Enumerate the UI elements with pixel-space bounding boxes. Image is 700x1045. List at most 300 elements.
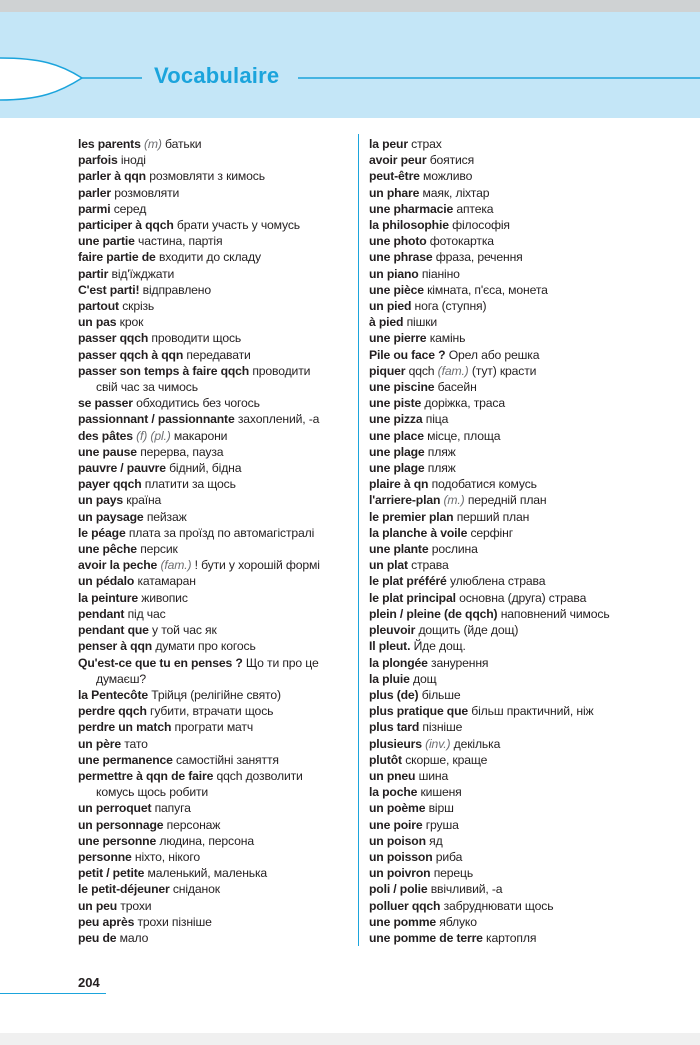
vocab-headword: un plat bbox=[369, 558, 408, 573]
vocab-entry bbox=[78, 622, 350, 638]
vocab-translation: подобатися комусь bbox=[431, 477, 537, 492]
vocab-translation: відправлено bbox=[142, 282, 212, 297]
vocab-headword: une pièce bbox=[369, 282, 424, 297]
vocab-headword: la philosophie bbox=[369, 218, 449, 233]
vocab-headword: parler bbox=[78, 185, 111, 200]
vocab-headword: peut-être bbox=[369, 169, 420, 184]
vocab-headword: une pomme bbox=[369, 914, 437, 929]
vocab-headword: Pile ou face ? bbox=[369, 347, 446, 362]
vocab-entry bbox=[78, 914, 350, 930]
vocab-headword: passionnant / passionnante bbox=[78, 412, 235, 427]
vocab-translation: забруднювати щось bbox=[443, 898, 554, 913]
vocab-entry bbox=[78, 687, 350, 703]
bottom-strip bbox=[0, 1033, 700, 1045]
vocab-headword: une pharmacie bbox=[369, 201, 454, 216]
vocab-headword: perdre un match bbox=[78, 720, 172, 735]
vocab-entry bbox=[369, 914, 669, 930]
vocab-entry bbox=[369, 266, 669, 282]
vocab-entry bbox=[78, 233, 350, 249]
vocab-entry bbox=[78, 930, 350, 946]
vocab-entry bbox=[369, 606, 669, 622]
vocab-translation: піаніно bbox=[421, 266, 460, 281]
vocab-headword: un perroquet bbox=[78, 801, 152, 816]
vocab-headword: parmi bbox=[78, 201, 111, 216]
vocab-translation: більш практичний, ніж bbox=[471, 704, 594, 719]
vocab-entry bbox=[369, 590, 669, 606]
vocab-grammar-note: (f) (pl.) bbox=[136, 428, 171, 443]
vocab-entry bbox=[369, 719, 669, 735]
vocab-translation: папуга bbox=[154, 801, 191, 816]
page-number: 204 bbox=[78, 975, 100, 990]
vocab-grammar-note: (fam.) bbox=[160, 558, 192, 573]
vocab-entry bbox=[78, 541, 350, 557]
vocab-entry bbox=[369, 638, 669, 654]
vocab-entry bbox=[78, 330, 350, 346]
vocab-headword: un piano bbox=[369, 266, 419, 281]
vocab-entry bbox=[78, 557, 350, 573]
vocab-entry bbox=[369, 136, 669, 152]
vocab-entry bbox=[369, 557, 669, 573]
vocab-translation: брати участь у чомусь bbox=[176, 218, 300, 233]
vocab-translation: трохи пізніше bbox=[137, 914, 212, 929]
vocab-entry bbox=[369, 492, 669, 508]
vocab-entry bbox=[78, 573, 350, 589]
vocab-entry bbox=[78, 703, 350, 719]
vocab-headword: une pierre bbox=[369, 331, 427, 346]
vocab-translation: думати про когось bbox=[155, 639, 256, 654]
vocab-entry bbox=[78, 314, 350, 330]
vocab-translation: нога (ступня) bbox=[414, 299, 487, 314]
vocab-headword: plus tard bbox=[369, 720, 420, 735]
vocab-headword: une place bbox=[369, 428, 424, 443]
vocab-entry bbox=[78, 736, 350, 752]
vocab-translation: сніданок bbox=[172, 882, 220, 897]
vocab-translation: груша bbox=[425, 817, 459, 832]
vocab-translation: аптека bbox=[456, 201, 494, 216]
vocab-headword: un poison bbox=[369, 833, 426, 848]
vocab-entry bbox=[369, 217, 669, 233]
vocab-headword: un paysage bbox=[78, 509, 144, 524]
vocab-headword: passer son temps à faire qqch bbox=[78, 363, 250, 378]
vocab-entry bbox=[78, 444, 350, 460]
vocab-headword: une phrase bbox=[369, 250, 433, 265]
vocab-headword: un pédalo bbox=[78, 574, 135, 589]
vocab-entry bbox=[369, 573, 669, 589]
vocab-headword: penser à qqn bbox=[78, 639, 153, 654]
vocab-translation: розмовляти з кимось bbox=[149, 169, 265, 184]
vocab-entry bbox=[78, 249, 350, 265]
vocab-grammar-note: (inv.) bbox=[425, 736, 451, 751]
vocab-headword: une pause bbox=[78, 444, 137, 459]
vocab-entry bbox=[369, 541, 669, 557]
vocab-translation: Що ти про це bbox=[245, 655, 319, 670]
vocab-entry bbox=[369, 395, 669, 411]
vocab-headword: une partie bbox=[78, 234, 135, 249]
vocab-entry bbox=[78, 590, 350, 606]
vocab-entry bbox=[78, 411, 350, 427]
column-divider bbox=[358, 134, 359, 946]
vocab-translation: перерва, пауза bbox=[140, 444, 224, 459]
vocab-entry bbox=[369, 655, 669, 671]
vocab-entry bbox=[78, 525, 350, 541]
vocab-headword: la poche bbox=[369, 785, 418, 800]
vocab-entry bbox=[369, 525, 669, 541]
vocabulary-column-right bbox=[369, 136, 669, 946]
vocab-headword: un père bbox=[78, 736, 121, 751]
vocab-translation: батьки bbox=[165, 137, 202, 151]
vocab-entry bbox=[78, 185, 350, 201]
vocab-translation: дощить (йде дощ) bbox=[418, 623, 519, 638]
vocab-translation: програти матч bbox=[174, 720, 254, 735]
vocab-translation: шина bbox=[418, 768, 449, 783]
vocab-headword: un pied bbox=[369, 299, 412, 314]
vocab-translation: трохи bbox=[120, 898, 152, 913]
vocab-entry bbox=[369, 379, 669, 395]
vocab-headword: perdre qqch bbox=[78, 704, 147, 719]
vocab-headword: peu après bbox=[78, 914, 135, 929]
vocab-headword: partout bbox=[78, 299, 119, 314]
vocab-headword: plusieurs bbox=[369, 736, 422, 751]
vocab-translation: qqch дозволити bbox=[216, 768, 303, 783]
vocab-headword: une plante bbox=[369, 542, 429, 557]
vocab-headword: piquer bbox=[369, 363, 406, 378]
vocab-translation: дощ bbox=[413, 671, 437, 686]
vocab-headword: un personnage bbox=[78, 817, 164, 832]
vocab-entry bbox=[78, 800, 350, 816]
vocab-entry bbox=[78, 298, 350, 314]
vocab-headword: un pneu bbox=[369, 768, 416, 783]
vocab-translation: рослина bbox=[431, 542, 478, 557]
vocab-translation: пішки bbox=[406, 315, 438, 330]
vocab-entry bbox=[369, 768, 669, 784]
vocab-translation: басейн bbox=[437, 380, 477, 395]
vocab-translation: мало bbox=[119, 930, 149, 945]
vocab-entry bbox=[369, 784, 669, 800]
vocab-headword: une piste bbox=[369, 396, 422, 411]
vocab-translation: кімната, п'єса, монета bbox=[427, 282, 548, 297]
vocab-translation: боятися bbox=[429, 153, 475, 168]
vocab-headword: une photo bbox=[369, 234, 427, 249]
vocab-entry bbox=[369, 736, 669, 752]
vocab-translation: пізніше bbox=[422, 720, 463, 735]
vocab-translation: передній план bbox=[467, 493, 547, 508]
vocab-entry bbox=[369, 282, 669, 298]
vocab-translation: qqch bbox=[408, 363, 435, 378]
vocab-entry bbox=[78, 492, 350, 508]
vocab-entry bbox=[369, 833, 669, 849]
vocab-translation: наповнений чимось bbox=[500, 606, 610, 621]
vocab-headword: avoir peur bbox=[369, 153, 427, 168]
vocab-translation: пляж bbox=[427, 444, 456, 459]
vocab-headword: une pizza bbox=[369, 412, 423, 427]
vocab-translation: проводити щось bbox=[151, 331, 242, 346]
vocab-headword: le péage bbox=[78, 525, 126, 540]
vocab-headword: des pâtes bbox=[78, 428, 133, 443]
vocab-headword: un peu bbox=[78, 898, 118, 913]
vocab-headword: partir bbox=[78, 266, 109, 281]
vocab-headword: une poire bbox=[369, 817, 423, 832]
vocab-headword: pendant que bbox=[78, 623, 149, 638]
vocab-entry bbox=[78, 849, 350, 865]
vocab-entry bbox=[78, 201, 350, 217]
vocab-translation: проводити bbox=[252, 363, 311, 378]
vocab-entry bbox=[78, 509, 350, 525]
vocab-headword: polluer qqch bbox=[369, 898, 441, 913]
vocab-entry bbox=[78, 282, 350, 298]
vocab-entry bbox=[369, 363, 669, 379]
vocab-translation: перший план bbox=[456, 509, 530, 524]
vocab-translation: можливо bbox=[423, 169, 473, 184]
vocab-entry bbox=[369, 752, 669, 768]
vocab-headword: un phare bbox=[369, 185, 420, 200]
vocab-entry bbox=[369, 233, 669, 249]
vocab-translation: яд bbox=[429, 833, 443, 848]
vocab-entry bbox=[78, 817, 350, 833]
vocab-entry bbox=[369, 152, 669, 168]
vocab-translation: бідний, бідна bbox=[169, 461, 242, 476]
vocab-headword: C'est parti! bbox=[78, 282, 140, 297]
vocab-entry bbox=[369, 249, 669, 265]
vocab-translation: вірш bbox=[428, 801, 454, 816]
vocab-headword: se passer bbox=[78, 396, 133, 411]
vocab-translation: улюблена страва bbox=[449, 574, 546, 589]
vocab-headword: la planche à voile bbox=[369, 525, 468, 540]
vocab-headword: à pied bbox=[369, 315, 404, 330]
vocab-translation: страва bbox=[411, 558, 449, 573]
vocab-entry bbox=[78, 266, 350, 282]
vocab-entry bbox=[369, 800, 669, 816]
vocab-headword: un pas bbox=[78, 315, 117, 330]
vocab-continuation: комусь щось робити bbox=[96, 785, 209, 800]
vocab-translation: пейзаж bbox=[146, 509, 187, 524]
vocab-translation: кишеня bbox=[420, 785, 462, 800]
vocab-entry bbox=[369, 168, 669, 184]
vocab-headword: la peur bbox=[369, 137, 408, 151]
vocab-headword: plus pratique que bbox=[369, 704, 469, 719]
vocab-headword: l'arriere-plan bbox=[369, 493, 441, 508]
vocab-entry bbox=[78, 833, 350, 849]
vocab-headword: payer qqch bbox=[78, 477, 142, 492]
vocab-headword: le plat principal bbox=[369, 590, 456, 605]
vocab-headword: la plongée bbox=[369, 655, 428, 670]
vocab-entry bbox=[369, 817, 669, 833]
vocab-translation: фотокартка bbox=[429, 234, 494, 249]
vocab-translation: країна bbox=[126, 493, 162, 508]
vocab-translation: від'їжджати bbox=[111, 266, 175, 281]
vocab-translation: Орел або решка bbox=[448, 347, 540, 362]
vocab-translation: людина, персона bbox=[159, 833, 254, 848]
vocab-headword: pendant bbox=[78, 606, 125, 621]
vocab-entry bbox=[78, 671, 350, 687]
vocab-translation: Трійця (релігійне свято) bbox=[151, 687, 281, 702]
vocab-translation: ввічливий, -а bbox=[430, 882, 503, 897]
vocab-entry bbox=[369, 671, 669, 687]
vocab-translation: губити, втрачати щось bbox=[150, 704, 274, 719]
vocab-translation: передавати bbox=[186, 347, 251, 362]
vocab-translation: самостійні заняття bbox=[176, 752, 279, 767]
vocab-headword: un poivron bbox=[369, 866, 431, 881]
vocab-headword: plaire à qn bbox=[369, 477, 429, 492]
vocab-grammar-note: (fam.) bbox=[437, 363, 469, 378]
vocab-entry bbox=[78, 460, 350, 476]
vocab-entry bbox=[78, 784, 350, 800]
vocab-translation: персик bbox=[140, 542, 178, 557]
vocab-translation: катамаран bbox=[137, 574, 196, 589]
vocab-entry bbox=[369, 347, 669, 363]
vocab-entry bbox=[78, 217, 350, 233]
vocab-headword: faire partie de bbox=[78, 250, 156, 265]
vocab-translation: місце, площа bbox=[427, 428, 501, 443]
vocab-headword: Il pleut. bbox=[369, 639, 411, 654]
vocab-translation: пляж bbox=[427, 461, 456, 476]
vocab-translation: основна (друга) страва bbox=[459, 590, 587, 605]
vocab-translation: маяк, ліхтар bbox=[422, 185, 490, 200]
vocab-translation: філософія bbox=[452, 218, 510, 233]
vocab-translation: Йде дощ. bbox=[413, 639, 466, 654]
vocab-entry bbox=[369, 622, 669, 638]
vocab-continuation: думаєш? bbox=[96, 671, 146, 686]
vocab-translation: занурення bbox=[431, 655, 489, 670]
vocab-entry bbox=[78, 881, 350, 897]
vocab-entry bbox=[369, 703, 669, 719]
vocab-headword: passer qqch bbox=[78, 331, 149, 346]
vocab-translation: захоплений, -а bbox=[237, 412, 320, 427]
vocab-entry bbox=[78, 655, 350, 671]
vocab-entry bbox=[369, 444, 669, 460]
vocab-translation: ніхто, нікого bbox=[134, 849, 200, 864]
vocab-headword: une permanence bbox=[78, 752, 173, 767]
vocab-translation: серфінг bbox=[470, 525, 513, 540]
vocab-headword: poli / polie bbox=[369, 882, 428, 897]
vocab-entry bbox=[78, 428, 350, 444]
vocab-entry bbox=[78, 363, 350, 379]
vocab-entry bbox=[369, 898, 669, 914]
vocab-translation: входити до складу bbox=[158, 250, 261, 265]
vocab-headword: permettre à qqn de faire bbox=[78, 768, 214, 783]
vocab-headword: parfois bbox=[78, 153, 118, 168]
vocab-headword: la pluie bbox=[369, 671, 410, 686]
vocab-translation: макарони bbox=[173, 428, 228, 443]
vocab-headword: une pêche bbox=[78, 542, 137, 557]
vocab-translation: ! бути у хорошій формі bbox=[194, 558, 320, 573]
vocab-entry bbox=[369, 201, 669, 217]
vocab-headword: un pays bbox=[78, 493, 124, 508]
vocab-headword: pleuvoir bbox=[369, 623, 416, 638]
vocab-translation: декілька bbox=[453, 736, 501, 751]
vocab-entry bbox=[78, 865, 350, 881]
vocab-translation: плата за проїзд по автомагістралі bbox=[128, 525, 315, 540]
vocab-headword: la peinture bbox=[78, 590, 138, 605]
vocab-translation: живопис bbox=[141, 590, 188, 605]
vocab-translation: маленький, маленька bbox=[147, 866, 268, 881]
vocab-entry bbox=[78, 395, 350, 411]
vocab-entry bbox=[78, 379, 350, 395]
vocab-headword: un poème bbox=[369, 801, 426, 816]
header-wave-decoration bbox=[0, 12, 700, 118]
vocab-entry bbox=[369, 930, 669, 946]
vocab-translation: більше bbox=[421, 687, 461, 702]
vocab-translation: тато bbox=[124, 736, 148, 751]
vocab-entry bbox=[369, 298, 669, 314]
vocab-headword: parler à qqn bbox=[78, 169, 146, 184]
vocab-translation: обходитись без чогось bbox=[136, 396, 260, 411]
vocab-translation: у той час як bbox=[152, 623, 217, 638]
vocab-translation: піца bbox=[425, 412, 449, 427]
vocab-translation: під час bbox=[127, 606, 166, 621]
vocab-translation: (тут) красти bbox=[471, 363, 537, 378]
vocab-entry bbox=[369, 314, 669, 330]
footer-rule bbox=[0, 993, 106, 994]
vocab-headword: plutôt bbox=[369, 752, 402, 767]
vocab-entry bbox=[78, 768, 350, 784]
vocab-translation: серед bbox=[113, 201, 147, 216]
vocab-entry bbox=[369, 428, 669, 444]
vocab-translation: крок bbox=[119, 315, 144, 330]
vocab-translation: страх bbox=[411, 137, 442, 151]
vocab-translation: скорше, краще bbox=[405, 752, 488, 767]
vocab-entry bbox=[78, 136, 350, 152]
vocab-headword: plein / pleine (de qqch) bbox=[369, 606, 498, 621]
vocab-entry bbox=[369, 460, 669, 476]
vocab-headword: Qu'est-ce que tu en penses ? bbox=[78, 655, 243, 670]
vocab-headword: le plat préféré bbox=[369, 574, 447, 589]
vocab-entry bbox=[369, 881, 669, 897]
vocab-headword: peu de bbox=[78, 930, 117, 945]
vocab-translation: доріжка, траса bbox=[424, 396, 505, 411]
vocab-translation: скрізь bbox=[122, 299, 155, 314]
vocab-headword: personne bbox=[78, 849, 132, 864]
vocabulary-column-left bbox=[78, 136, 350, 946]
vocab-headword: la Pentecôte bbox=[78, 687, 148, 702]
section-title: Vocabulaire bbox=[154, 63, 280, 88]
vocab-grammar-note: (m) bbox=[143, 137, 162, 151]
vocab-headword: pauvre / pauvre bbox=[78, 461, 166, 476]
vocab-entry bbox=[369, 865, 669, 881]
vocab-entry bbox=[369, 330, 669, 346]
vocab-headword: une plage bbox=[369, 461, 425, 476]
vocab-entry bbox=[78, 898, 350, 914]
vocab-entry bbox=[369, 849, 669, 865]
vocab-entry bbox=[78, 168, 350, 184]
vocab-headword: un poisson bbox=[369, 849, 433, 864]
vocab-translation: платити за щось bbox=[144, 477, 236, 492]
vocab-headword: petit / petite bbox=[78, 866, 145, 881]
vocab-entry bbox=[78, 347, 350, 363]
vocab-translation: картопля bbox=[486, 930, 537, 945]
vocab-entry bbox=[369, 185, 669, 201]
vocab-translation: частина, партія bbox=[138, 234, 223, 249]
vocab-headword: le petit-déjeuner bbox=[78, 882, 170, 897]
vocab-headword: une plage bbox=[369, 444, 425, 459]
vocab-entry bbox=[369, 411, 669, 427]
vocab-continuation: свій час за чимось bbox=[96, 380, 198, 395]
vocab-translation: іноді bbox=[120, 153, 146, 168]
top-strip bbox=[0, 0, 700, 12]
vocab-headword: une pomme de terre bbox=[369, 930, 483, 945]
vocab-entry bbox=[369, 687, 669, 703]
vocab-entry bbox=[78, 638, 350, 654]
vocab-headword: passer qqch à qqn bbox=[78, 347, 184, 362]
vocab-translation: яблуко bbox=[439, 914, 477, 929]
vocab-headword: les parents bbox=[78, 137, 141, 151]
vocab-entry bbox=[78, 152, 350, 168]
vocab-entry bbox=[78, 752, 350, 768]
vocab-translation: перець bbox=[433, 866, 474, 881]
vocab-translation: персонаж bbox=[166, 817, 221, 832]
vocab-grammar-note: (m.) bbox=[443, 493, 465, 508]
vocab-headword: participer à qqch bbox=[78, 218, 174, 233]
vocab-headword: une personne bbox=[78, 833, 157, 848]
